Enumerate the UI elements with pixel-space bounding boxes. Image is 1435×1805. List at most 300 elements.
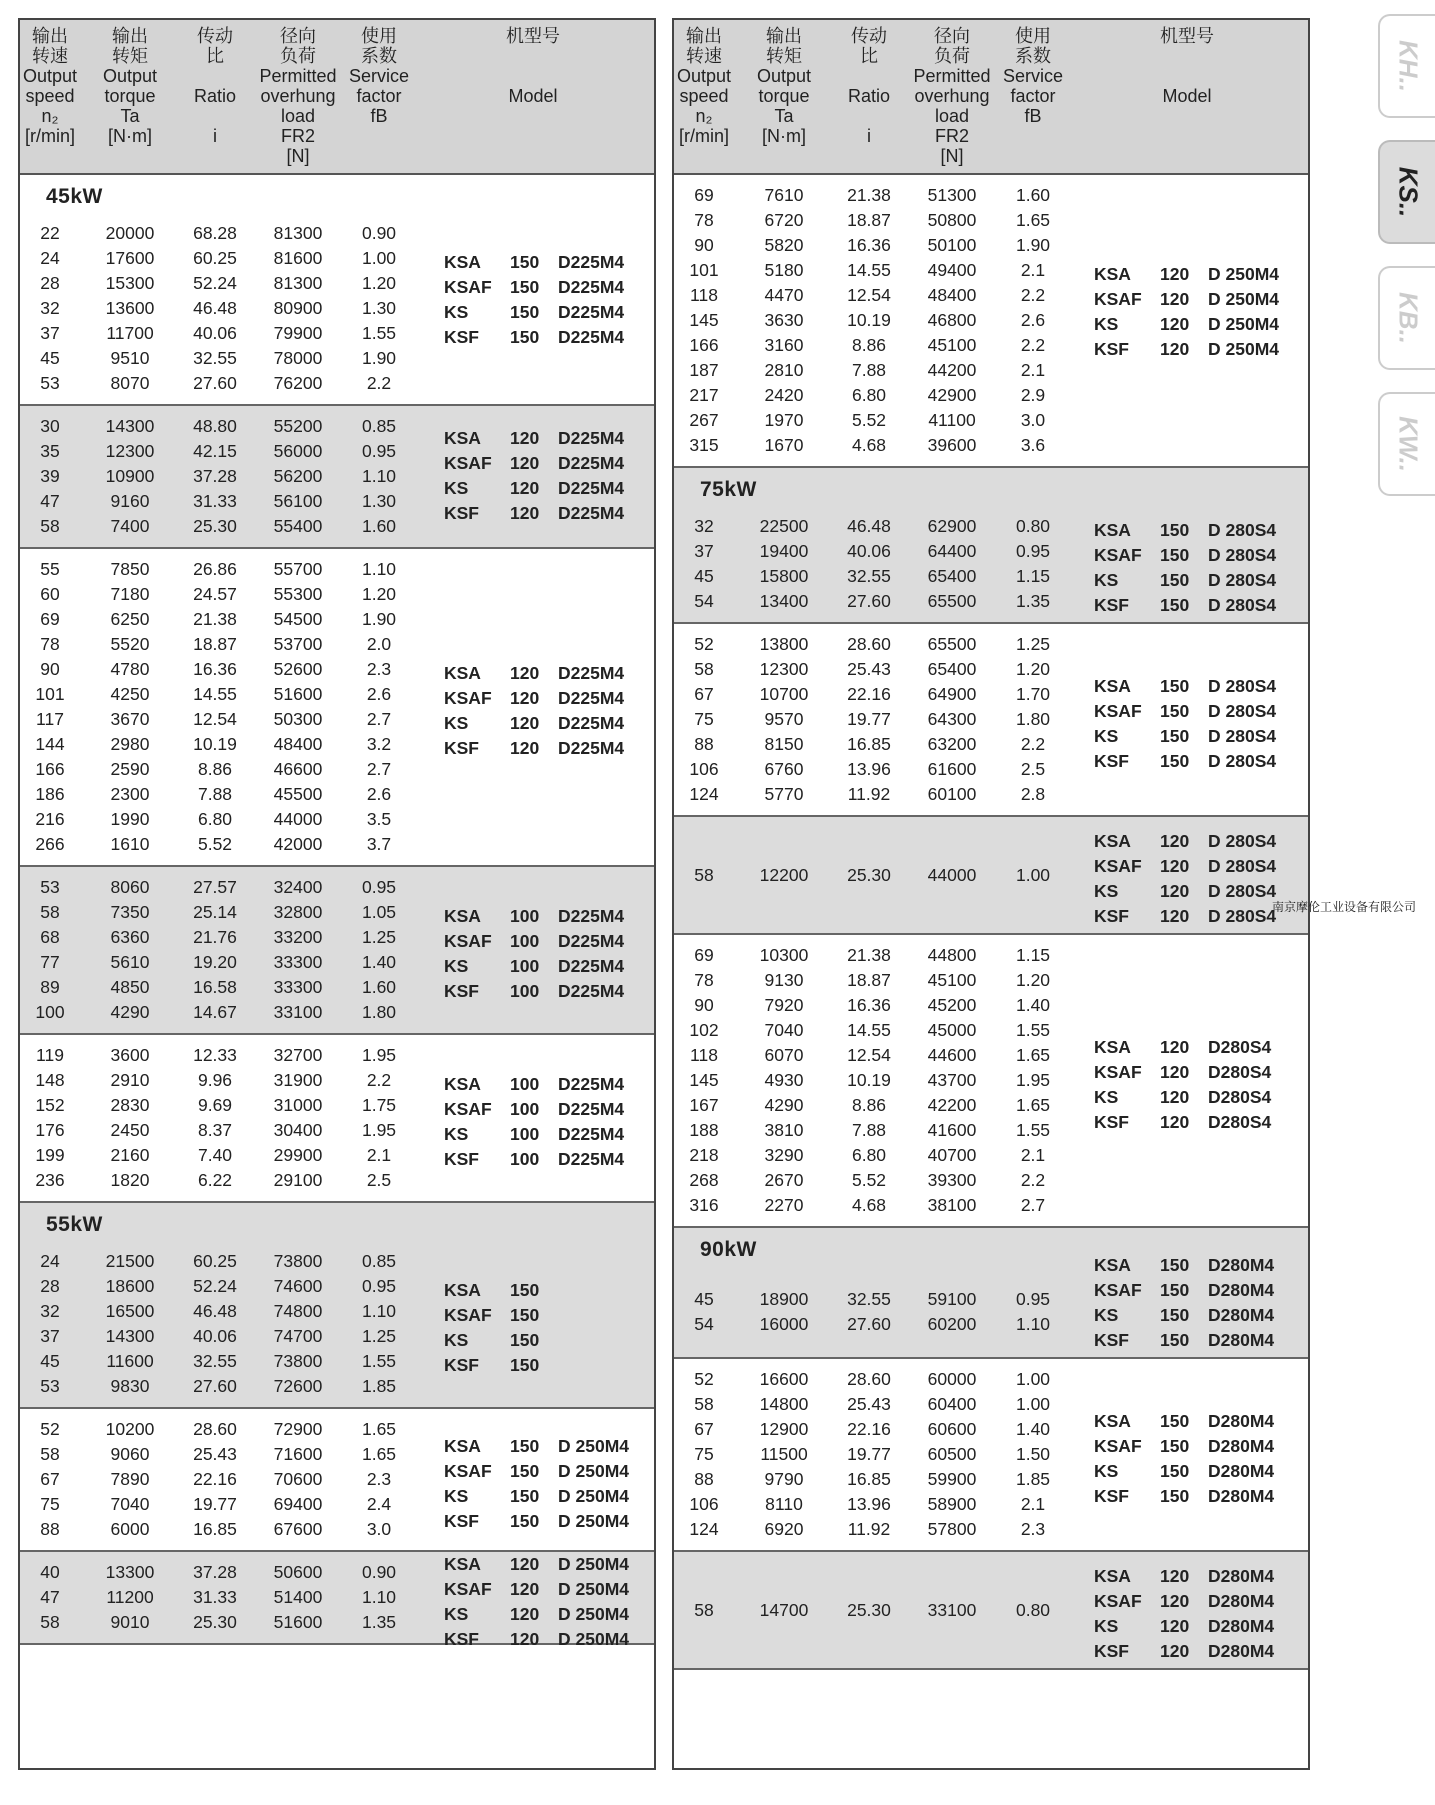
speed-cell: 35 <box>40 441 60 461</box>
speed-cell: 47 <box>40 1587 60 1607</box>
header-service-factor: 使用 系数 Service factor fB <box>348 26 410 126</box>
model-size: 150 <box>510 1510 540 1531</box>
speed-cell: 118 <box>690 285 718 305</box>
ratio-cell: 12.33 <box>193 1045 237 1065</box>
service-factor-cell: 0.85 <box>361 1251 397 1271</box>
model-size: 120 <box>510 452 540 473</box>
load-cell: 32800 <box>273 902 323 922</box>
model-size: 120 <box>1160 881 1190 901</box>
speed-cell: 37 <box>40 1326 60 1346</box>
header-service-factor: 使用 系数 Service factor fB <box>1002 26 1064 126</box>
speed-cell: 67 <box>40 1469 60 1489</box>
load-cell: 56200 <box>273 466 323 486</box>
torque-cell: 3600 <box>110 1045 150 1065</box>
ratio-cell: 68.28 <box>193 223 237 243</box>
speed-cell: 145 <box>689 1070 719 1090</box>
load-cell: 44600 <box>927 1045 977 1065</box>
load-cell: 73800 <box>273 1351 323 1371</box>
torque-cell: 14300 <box>105 1326 155 1346</box>
load-cell: 71600 <box>273 1444 323 1464</box>
motor-type: D280M4 <box>1208 1591 1275 1611</box>
torque-cell: 10700 <box>759 684 809 704</box>
model-size: 120 <box>1160 1086 1190 1107</box>
torque-cell: 2300 <box>110 784 150 804</box>
model-type: KS <box>444 713 469 733</box>
model-type: KSA <box>1094 675 1131 696</box>
service-factor-cell: 1.55 <box>361 1351 397 1371</box>
speed-cell: 90 <box>40 659 60 679</box>
model-designation <box>1094 1564 1274 1664</box>
speed-cell: 24 <box>40 1251 60 1271</box>
ratio-cell: 6.80 <box>197 809 233 829</box>
speed-cell: 102 <box>689 1020 719 1040</box>
table-row <box>674 233 1308 258</box>
service-factor-cell: 2.6 <box>1020 310 1046 330</box>
speed-cell: 106 <box>689 1494 719 1514</box>
tab-kh-label: KH.. <box>1393 40 1423 92</box>
model-type: KSAF <box>1094 1280 1142 1300</box>
motor-type: D 280S4 <box>1208 700 1277 721</box>
service-factor-cell: 1.35 <box>361 1612 397 1632</box>
ratio-cell: 46.48 <box>193 298 237 318</box>
model-size: 120 <box>510 477 540 498</box>
speed-cell: 30 <box>40 416 60 436</box>
speed-cell: 316 <box>689 1195 719 1215</box>
ratio-cell: 8.86 <box>851 335 887 355</box>
model-type: KSF <box>1094 906 1129 926</box>
model-type: KS <box>1094 1460 1119 1481</box>
ratio-cell: 24.57 <box>193 584 237 604</box>
speed-cell: 54 <box>694 1313 714 1334</box>
power-block <box>20 406 654 549</box>
motor-type: D280S4 <box>1208 1111 1272 1132</box>
header-ratio: 传动 比 Ratio i <box>193 26 237 146</box>
model-type: KSF <box>1094 750 1129 771</box>
ratio-cell: 22.16 <box>847 684 891 704</box>
tab-kb[interactable] <box>1378 266 1435 370</box>
tab-kh[interactable] <box>1378 14 1435 118</box>
service-factor-cell: 1.55 <box>361 323 397 343</box>
speed-cell: 32 <box>40 298 60 318</box>
header-model: 机型号 Model <box>506 26 560 106</box>
model-designation <box>444 1552 629 1652</box>
load-cell: 78000 <box>273 348 323 368</box>
ratio-cell: 27.60 <box>193 373 237 393</box>
model-type: KSF <box>1094 1641 1129 1661</box>
speed-cell: 90 <box>694 995 714 1015</box>
torque-cell: 13400 <box>759 591 809 611</box>
model-type: KS <box>444 1124 469 1144</box>
model-type: KSF <box>1094 1485 1129 1506</box>
load-cell: 57800 <box>927 1519 977 1539</box>
torque-cell: 7610 <box>764 185 804 205</box>
motor-type: D280M4 <box>1208 1305 1275 1325</box>
model-size: 100 <box>510 1099 540 1119</box>
ratio-cell: 19.77 <box>847 1444 891 1464</box>
table-row <box>20 632 654 657</box>
ratio-cell: 9.96 <box>197 1070 233 1090</box>
model-size: 120 <box>1160 1591 1190 1611</box>
motor-type: D 250M4 <box>558 1578 630 1599</box>
service-factor-cell: 3.2 <box>366 734 392 754</box>
service-factor-cell: 1.15 <box>1015 566 1051 586</box>
speed-cell: 118 <box>690 1045 718 1065</box>
service-factor-cell: 2.1 <box>1020 1494 1046 1514</box>
service-factor-cell: 1.90 <box>361 348 397 368</box>
torque-cell: 4780 <box>110 659 150 679</box>
table-right <box>672 18 1310 1770</box>
speed-cell: 100 <box>35 1002 65 1022</box>
header-torque: 输出 转矩 Output torque Ta [N·m] <box>756 26 812 146</box>
torque-cell: 21500 <box>105 1251 155 1271</box>
load-cell: 29100 <box>273 1170 323 1190</box>
motor-type: D 250M4 <box>558 1510 630 1531</box>
load-cell: 64400 <box>927 541 977 561</box>
speed-cell: 68 <box>40 927 60 947</box>
model-designation <box>1094 518 1276 618</box>
service-factor-cell: 1.65 <box>361 1444 397 1464</box>
load-cell: 81600 <box>273 248 323 268</box>
ratio-cell: 8.37 <box>197 1120 233 1140</box>
torque-cell: 8110 <box>765 1494 803 1514</box>
load-cell: 55300 <box>273 584 323 604</box>
speed-cell: 78 <box>694 210 714 230</box>
model-size: 120 <box>1160 339 1190 359</box>
torque-cell: 2830 <box>110 1095 150 1115</box>
load-cell: 42200 <box>927 1095 977 1115</box>
service-factor-cell: 1.80 <box>1015 709 1051 729</box>
model-size: 120 <box>1160 1641 1190 1661</box>
speed-cell: 124 <box>689 1519 719 1539</box>
torque-cell: 5770 <box>764 784 804 804</box>
ratio-cell: 10.19 <box>847 310 891 330</box>
load-cell: 39600 <box>927 435 977 455</box>
load-cell: 55400 <box>273 516 323 536</box>
load-cell: 65400 <box>927 566 977 586</box>
service-factor-cell: 1.85 <box>361 1376 397 1396</box>
torque-cell: 3630 <box>764 310 804 330</box>
model-type: KS <box>444 956 469 976</box>
motor-type: D225M4 <box>558 738 625 758</box>
speed-cell: 28 <box>40 273 60 293</box>
speed-cell: 267 <box>689 410 719 430</box>
ratio-cell: 12.54 <box>847 285 891 305</box>
ratio-cell: 40.06 <box>193 1326 237 1346</box>
service-factor-cell: 2.9 <box>1020 385 1046 405</box>
model-size: 120 <box>510 1553 540 1574</box>
speed-cell: 45 <box>40 1351 60 1371</box>
ratio-cell: 18.87 <box>847 210 891 230</box>
model-size: 120 <box>1160 314 1190 334</box>
service-factor-cell: 1.10 <box>361 1301 397 1321</box>
load-cell: 43700 <box>927 1070 977 1090</box>
service-factor-cell: 2.0 <box>366 634 392 654</box>
motor-type: D 250M4 <box>1208 289 1280 309</box>
service-factor-cell: 2.2 <box>1020 1170 1046 1190</box>
load-cell: 46600 <box>273 759 323 779</box>
torque-cell: 18900 <box>759 1288 809 1309</box>
motor-type: D225M4 <box>558 713 625 733</box>
tab-kw[interactable] <box>1378 392 1435 496</box>
ratio-cell: 16.85 <box>193 1519 237 1539</box>
motor-type: D280S4 <box>1208 1036 1272 1057</box>
load-cell: 72900 <box>273 1419 323 1439</box>
model-size: 150 <box>1160 1330 1190 1350</box>
load-cell: 61600 <box>927 759 977 779</box>
ratio-cell: 12.54 <box>193 709 237 729</box>
header-load: 径向 负荷 Permitted overhung load FR2 [N] <box>913 26 991 166</box>
service-factor-cell: 1.95 <box>1015 1070 1051 1090</box>
speed-cell: 148 <box>35 1070 65 1090</box>
torque-cell: 7850 <box>110 559 150 579</box>
motor-type: D225M4 <box>558 663 625 683</box>
header-load: 径向 负荷 Permitted overhung load FR2 [N] <box>259 26 337 166</box>
model-size: 120 <box>1160 289 1190 309</box>
speed-cell: 75 <box>694 1444 714 1464</box>
speed-cell: 188 <box>689 1120 719 1140</box>
load-cell: 48400 <box>273 734 323 754</box>
load-cell: 59100 <box>927 1288 977 1309</box>
model-size: 120 <box>510 738 540 758</box>
motor-type: D225M4 <box>558 981 625 1001</box>
service-factor-cell: 1.85 <box>1015 1469 1051 1489</box>
load-cell: 33100 <box>927 1599 977 1620</box>
model-type: KS <box>1094 570 1119 590</box>
ratio-cell: 48.80 <box>193 416 237 436</box>
load-cell: 53700 <box>273 634 323 654</box>
speed-cell: 266 <box>35 834 65 854</box>
service-factor-cell: 3.0 <box>1020 410 1046 430</box>
model-type: KS <box>1094 1305 1119 1325</box>
motor-type: D225M4 <box>558 277 625 297</box>
load-cell: 80900 <box>273 298 323 318</box>
load-cell: 31900 <box>273 1070 323 1090</box>
speed-cell: 77 <box>40 952 60 972</box>
torque-cell: 6360 <box>110 927 150 947</box>
ratio-cell: 31.33 <box>193 491 237 511</box>
model-size: 150 <box>510 327 540 347</box>
model-size: 120 <box>510 688 540 708</box>
service-factor-cell: 1.00 <box>1015 1369 1051 1389</box>
torque-cell: 3810 <box>764 1120 804 1140</box>
motor-type: D280M4 <box>1208 1410 1275 1431</box>
model-size: 120 <box>510 1578 540 1599</box>
ratio-cell: 6.80 <box>851 385 887 405</box>
speed-cell: 52 <box>694 1369 714 1389</box>
torque-cell: 13300 <box>105 1562 155 1582</box>
model-size: 100 <box>510 1149 540 1169</box>
service-factor-cell: 0.95 <box>361 877 397 897</box>
load-cell: 56100 <box>273 491 323 511</box>
table-row <box>20 1324 654 1349</box>
torque-cell: 9790 <box>764 1469 804 1489</box>
speed-cell: 37 <box>694 541 714 561</box>
motor-type: D280M4 <box>1208 1616 1275 1636</box>
load-cell: 50100 <box>927 235 977 255</box>
service-factor-cell: 2.2 <box>366 373 392 393</box>
header-speed: 输出 转速 Output speed n₂ [r/min] <box>676 26 732 146</box>
ratio-cell: 5.52 <box>851 410 887 430</box>
power-block <box>20 1035 654 1203</box>
ratio-cell: 32.55 <box>193 1351 237 1371</box>
load-cell: 65500 <box>927 591 977 611</box>
model-size: 120 <box>510 1603 540 1624</box>
ratio-cell: 22.16 <box>193 1469 237 1489</box>
torque-cell: 2450 <box>110 1120 150 1140</box>
speed-cell: 119 <box>36 1045 64 1065</box>
load-cell: 32700 <box>273 1045 323 1065</box>
ratio-cell: 21.38 <box>193 609 237 629</box>
model-size: 150 <box>1160 520 1190 540</box>
torque-cell: 11200 <box>106 1587 154 1607</box>
table-row <box>20 1349 654 1374</box>
torque-cell: 10200 <box>105 1419 155 1439</box>
tab-ks[interactable] <box>1378 140 1435 244</box>
model-size: 150 <box>1160 545 1190 565</box>
ratio-cell: 25.43 <box>847 1394 891 1414</box>
service-factor-cell: 2.3 <box>1020 1519 1046 1539</box>
service-factor-cell: 2.7 <box>1020 1195 1046 1215</box>
ratio-cell: 14.67 <box>193 1002 237 1022</box>
torque-cell: 9060 <box>110 1444 150 1464</box>
speed-cell: 166 <box>35 759 65 779</box>
ratio-cell: 22.16 <box>847 1419 891 1439</box>
table-left <box>18 18 656 1770</box>
speed-cell: 88 <box>694 734 714 754</box>
model-designation <box>1094 829 1276 929</box>
model-designation <box>444 426 624 526</box>
service-factor-cell: 3.6 <box>1020 435 1046 455</box>
service-factor-cell: 1.60 <box>361 516 397 536</box>
ratio-cell: 13.96 <box>847 759 891 779</box>
model-type: KSF <box>1094 1111 1129 1132</box>
header-model: 机型号 Model <box>1160 26 1214 106</box>
ratio-cell: 10.19 <box>193 734 237 754</box>
speed-cell: 69 <box>694 945 714 965</box>
torque-cell: 7040 <box>764 1020 804 1040</box>
model-type: KSAF <box>1094 700 1142 721</box>
load-cell: 52600 <box>273 659 323 679</box>
speed-cell: 217 <box>689 385 719 405</box>
motor-type: D225M4 <box>558 906 625 926</box>
ratio-cell: 31.33 <box>193 1587 237 1607</box>
torque-cell: 19400 <box>759 541 809 561</box>
speed-cell: 40 <box>40 1562 60 1582</box>
torque-cell: 7920 <box>764 995 804 1015</box>
model-size: 150 <box>1160 1305 1190 1325</box>
speed-cell: 67 <box>694 1419 714 1439</box>
speed-cell: 53 <box>40 373 60 393</box>
service-factor-cell: 1.40 <box>361 952 397 972</box>
ratio-cell: 28.60 <box>847 1369 891 1389</box>
model-size: 150 <box>510 1305 540 1325</box>
torque-cell: 17600 <box>105 248 155 268</box>
speed-cell: 39 <box>40 466 60 486</box>
model-type: KS <box>444 1603 469 1624</box>
motor-type: D 280S4 <box>1208 750 1277 771</box>
load-cell: 51600 <box>273 1612 323 1632</box>
ratio-cell: 16.36 <box>847 995 891 1015</box>
table-row <box>20 1374 654 1399</box>
torque-cell: 5820 <box>764 235 804 255</box>
model-type: KS <box>1094 1086 1119 1107</box>
service-factor-cell: 1.65 <box>1015 1095 1051 1115</box>
load-cell: 60600 <box>927 1419 977 1439</box>
model-type: KSF <box>444 1355 479 1375</box>
model-designation <box>444 1072 624 1172</box>
speed-cell: 28 <box>40 1276 60 1296</box>
service-factor-cell: 1.10 <box>361 466 397 486</box>
load-cell: 42000 <box>273 834 323 854</box>
service-factor-cell: 2.6 <box>366 684 392 704</box>
speed-cell: 53 <box>40 877 60 897</box>
table-row <box>674 433 1308 458</box>
ratio-cell: 25.30 <box>847 1599 891 1620</box>
load-cell: 60500 <box>927 1444 977 1464</box>
service-factor-cell: 1.20 <box>361 273 397 293</box>
motor-type: D 280S4 <box>1208 570 1277 590</box>
model-size: 100 <box>510 1074 540 1094</box>
torque-cell: 13800 <box>759 634 809 654</box>
speed-cell: 58 <box>694 864 714 885</box>
service-factor-cell: 3.0 <box>366 1519 392 1539</box>
speed-cell: 101 <box>35 684 65 704</box>
model-type: KSAF <box>1094 1591 1142 1611</box>
speed-cell: 58 <box>40 1612 60 1632</box>
service-factor-cell: 2.2 <box>366 1070 392 1090</box>
load-cell: 38100 <box>927 1195 977 1215</box>
speed-cell: 55 <box>40 559 60 579</box>
table-row <box>674 1517 1308 1542</box>
power-block <box>20 867 654 1035</box>
load-cell: 44200 <box>927 360 977 380</box>
model-size: 150 <box>1160 595 1190 615</box>
model-type: KSF <box>1094 1330 1129 1350</box>
speed-cell: 216 <box>35 809 65 829</box>
motor-type: D 280S4 <box>1208 725 1277 746</box>
ratio-cell: 7.40 <box>197 1145 233 1165</box>
load-cell: 79900 <box>273 323 323 343</box>
table-row <box>20 221 654 246</box>
speed-cell: 69 <box>40 609 60 629</box>
service-factor-cell: 2.5 <box>1020 759 1046 779</box>
load-cell: 55700 <box>273 559 323 579</box>
model-type: KSF <box>444 738 479 758</box>
model-type: KSAF <box>1094 1061 1142 1082</box>
ratio-cell: 16.36 <box>847 235 891 255</box>
service-factor-cell: 3.5 <box>366 809 392 829</box>
service-factor-cell: 1.60 <box>361 977 397 997</box>
load-cell: 46800 <box>927 310 977 330</box>
ratio-cell: 32.55 <box>847 566 891 586</box>
load-cell: 60400 <box>927 1394 977 1414</box>
speed-cell: 167 <box>689 1095 719 1115</box>
torque-cell: 15800 <box>759 566 809 586</box>
table-row <box>674 1143 1308 1168</box>
motor-type: D225M4 <box>558 427 625 448</box>
ratio-cell: 52.24 <box>193 273 237 293</box>
power-block <box>674 1552 1308 1670</box>
model-designation <box>1094 262 1279 362</box>
torque-cell: 12200 <box>759 864 809 885</box>
load-cell: 39300 <box>927 1170 977 1190</box>
load-cell: 51300 <box>927 185 977 205</box>
model-type: KSA <box>1094 1036 1131 1057</box>
power-block <box>674 468 1308 624</box>
model-size: 120 <box>510 502 540 523</box>
ratio-cell: 25.30 <box>847 864 891 885</box>
model-type: KSA <box>444 1280 481 1300</box>
